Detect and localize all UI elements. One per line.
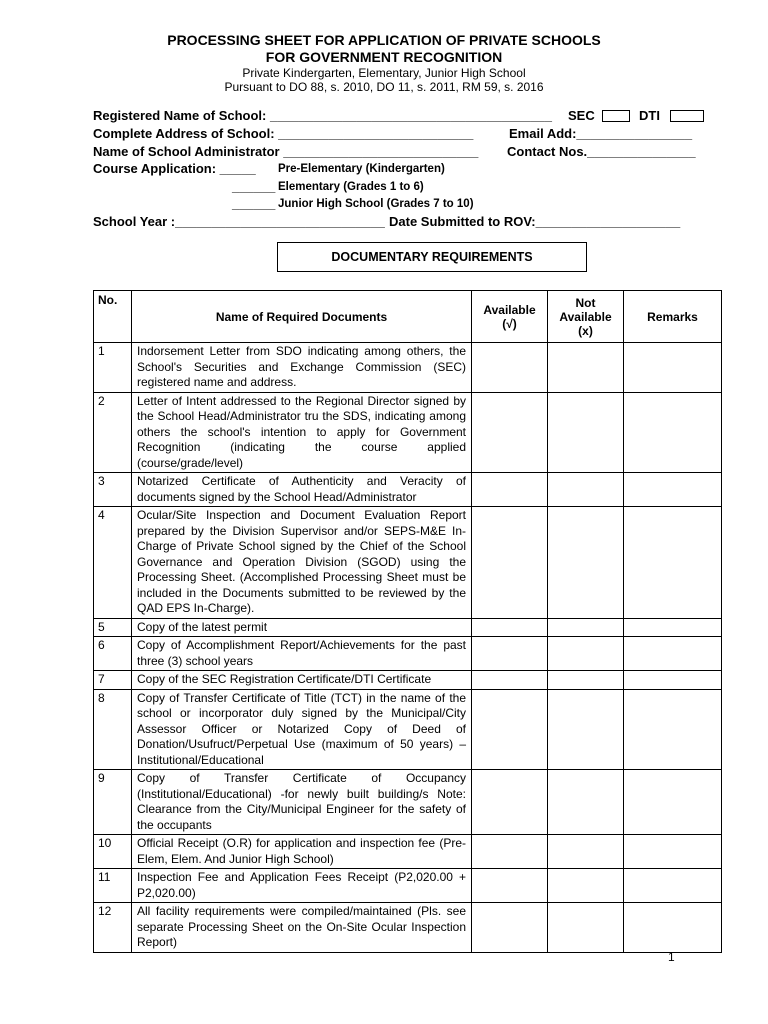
row-number: 9: [94, 770, 132, 835]
header-available-line1: Available: [483, 302, 536, 317]
remarks-cell[interactable]: [624, 869, 722, 903]
table-row: [94, 507, 722, 619]
available-cell[interactable]: [472, 637, 548, 671]
header-not-available-line2: Available: [559, 309, 612, 324]
row-document: Letter of Intent addressed to the Regional Director signed by the School Head/Administrator tru the SDS, indicating among others the school's intention to apply for Government Recognition (indicating the course applied (course/grade/level): [132, 392, 472, 473]
course-application-label[interactable]: Course Application: _____: [93, 161, 256, 176]
row-document: Copy of Accomplishment Report/Achievements for the past three (3) school years: [132, 637, 472, 671]
row-number: 3: [94, 473, 132, 507]
available-cell[interactable]: [472, 343, 548, 393]
course-option-pre-elementary: Pre-Elementary (Kindergarten): [278, 163, 445, 175]
row-number: 7: [94, 671, 132, 690]
available-cell[interactable]: [472, 869, 548, 903]
not-available-cell[interactable]: [548, 689, 624, 770]
table-row: [94, 770, 722, 835]
remarks-cell[interactable]: [624, 392, 722, 473]
row-document: All facility requirements were compiled/maintained (Pls. see separate Processing Sheet on the On-Site Ocular Inspection Report): [132, 903, 472, 953]
email-field[interactable]: Email Add:________________: [509, 126, 693, 141]
remarks-cell[interactable]: [624, 903, 722, 953]
row-document: Indorsement Letter from SDO indicating among others, the School's Securities and Exchange Commission (SEC) registered name and address.: [132, 343, 472, 393]
header-not-available-line1: Not: [575, 295, 596, 310]
administrator-field[interactable]: Name of School Administrator ___________________________: [93, 144, 479, 159]
row-number: 2: [94, 392, 132, 473]
table-row: [94, 392, 722, 473]
remarks-cell[interactable]: [624, 473, 722, 507]
remarks-cell[interactable]: [624, 637, 722, 671]
not-available-cell[interactable]: [548, 507, 624, 619]
registered-name-field[interactable]: Registered Name of School: _______________________________________: [93, 108, 552, 123]
available-cell[interactable]: [472, 507, 548, 619]
available-cell[interactable]: [472, 903, 548, 953]
course-blank-jhs[interactable]: ______: [232, 196, 276, 211]
row-number: 4: [94, 507, 132, 619]
remarks-cell[interactable]: [624, 618, 722, 637]
not-available-cell[interactable]: [548, 618, 624, 637]
table-row: [94, 903, 722, 953]
sec-label: SEC: [568, 108, 595, 123]
remarks-cell[interactable]: [624, 343, 722, 393]
contact-field[interactable]: Contact Nos._______________: [507, 144, 696, 159]
header-remarks: Remarks: [624, 291, 722, 343]
table-row: [94, 637, 722, 671]
available-cell[interactable]: [472, 689, 548, 770]
remarks-cell[interactable]: [624, 835, 722, 869]
form-title-line2: FOR GOVERNMENT RECOGNITION: [265, 49, 503, 65]
available-cell[interactable]: [472, 770, 548, 835]
not-available-cell[interactable]: [548, 869, 624, 903]
table-row: [94, 618, 722, 637]
not-available-cell[interactable]: [548, 392, 624, 473]
date-submitted-field[interactable]: Date Submitted to ROV:____________________: [389, 214, 681, 229]
row-number: 11: [94, 869, 132, 903]
header-not-available: [548, 291, 624, 343]
documentary-requirements-heading: DOCUMENTARY REQUIREMENTS: [277, 242, 587, 272]
page-number: 1: [668, 950, 675, 964]
available-cell[interactable]: [472, 473, 548, 507]
header-not-available-line3: (x): [578, 323, 593, 338]
dti-label: DTI: [639, 108, 660, 123]
not-available-cell[interactable]: [548, 473, 624, 507]
table-row: [94, 689, 722, 770]
row-document: Copy of Transfer Certificate of Title (TCT) in the name of the school or incorporator duly signed by the Municipal/City Assessor Officer or Notarized Copy of Deed of Donation/Usufruct/Perpetual Use (maximum of 50 years) – Institutional/Educational: [132, 689, 472, 770]
header-available: [472, 291, 548, 343]
remarks-cell[interactable]: [624, 689, 722, 770]
course-blank-elementary[interactable]: ______: [232, 179, 276, 194]
not-available-cell[interactable]: [548, 637, 624, 671]
row-document: Copy of the latest permit: [132, 618, 472, 637]
row-document: Inspection Fee and Application Fees Receipt (P2,020.00 + P2,020.00): [132, 869, 472, 903]
form-subtitle-line2: Pursuant to DO 88, s. 2010, DO 11, s. 2011, RM 59, s. 2016: [224, 80, 544, 94]
not-available-cell[interactable]: [548, 671, 624, 690]
row-number: 10: [94, 835, 132, 869]
requirements-table: [93, 290, 722, 953]
available-cell[interactable]: [472, 671, 548, 690]
row-document: Ocular/Site Inspection and Document Evaluation Report prepared by the Division Supervisor and/or SEPS-M&E In-Charge of Private School signed by the Chief of the School Governance and Operation Division (SGOD) using the Processing Sheet. (Accomplished Processing Sheet must be included in the Documents submitted to be reviewed by the QAD EPS In-Charge).: [132, 507, 472, 619]
table-row: [94, 671, 722, 690]
header-available-line2: (√): [502, 316, 517, 331]
not-available-cell[interactable]: [548, 770, 624, 835]
available-cell[interactable]: [472, 835, 548, 869]
not-available-cell[interactable]: [548, 903, 624, 953]
row-document: Notarized Certificate of Authenticity and Veracity of documents signed by the School Head/Administrator: [132, 473, 472, 507]
header-no: No.: [94, 291, 132, 343]
row-document: Copy of the SEC Registration Certificate/DTI Certificate: [132, 671, 472, 690]
form-title-line1: PROCESSING SHEET FOR APPLICATION OF PRIVATE SCHOOLS: [167, 32, 601, 48]
row-document: Copy of Transfer Certificate of Occupancy (Institutional/Educational) -for newly built building/s Note: Clearance from the City/Municipal Engineer for the safety of the occupants: [132, 770, 472, 835]
not-available-cell[interactable]: [548, 835, 624, 869]
school-year-field[interactable]: School Year :_____________________________: [93, 214, 385, 229]
row-number: 8: [94, 689, 132, 770]
address-field[interactable]: Complete Address of School: ___________________________: [93, 126, 474, 141]
remarks-cell[interactable]: [624, 507, 722, 619]
available-cell[interactable]: [472, 618, 548, 637]
row-number: 12: [94, 903, 132, 953]
row-number: 6: [94, 637, 132, 671]
table-row: [94, 343, 722, 393]
table-row: [94, 473, 722, 507]
row-document: Official Receipt (O.R) for application and inspection fee (Pre-Elem, Elem. And Junior High School): [132, 835, 472, 869]
sec-checkbox[interactable]: [602, 110, 630, 122]
available-cell[interactable]: [472, 392, 548, 473]
not-available-cell[interactable]: [548, 343, 624, 393]
dti-checkbox[interactable]: [670, 110, 704, 122]
form-subtitle-line1: Private Kindergarten, Elementary, Junior High School: [242, 66, 526, 80]
remarks-cell[interactable]: [624, 671, 722, 690]
table-row: [94, 869, 722, 903]
remarks-cell[interactable]: [624, 770, 722, 835]
row-number: 1: [94, 343, 132, 393]
course-option-elementary: Elementary (Grades 1 to 6): [278, 181, 424, 193]
table-row: [94, 835, 722, 869]
row-number: 5: [94, 618, 132, 637]
course-option-junior-high: Junior High School (Grades 7 to 10): [278, 198, 474, 210]
header-document-name: Name of Required Documents: [132, 291, 472, 343]
